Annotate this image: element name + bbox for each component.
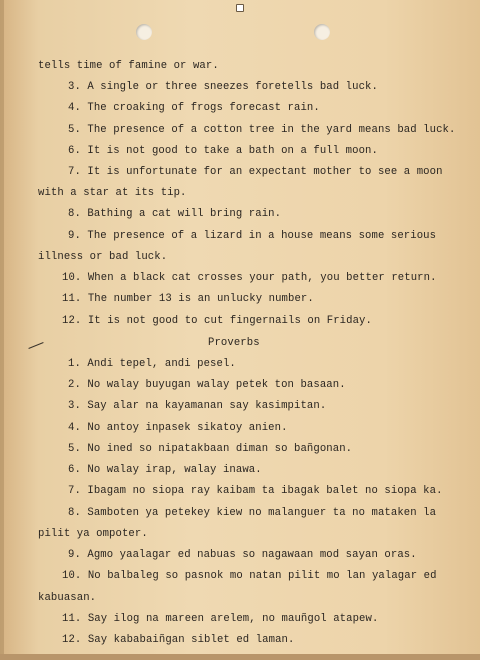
punch-hole-left: [136, 24, 152, 40]
margin-pencil-mark: [28, 342, 43, 349]
text-line: 12. It is not good to cut fingernails on Friday.: [62, 315, 372, 327]
page-bottom-edge: [0, 654, 480, 660]
text-line: 6. No walay irap, walay inawa.: [68, 464, 262, 476]
text-line: 9. The presence of a lizard in a house means some serious: [68, 230, 437, 242]
text-line: kabuasan.: [38, 592, 97, 604]
text-line: 4. No antoy inpasek sikatoy anien.: [68, 422, 288, 434]
text-line: illness or bad luck.: [38, 251, 168, 263]
text-line: tells time of famine or war.: [38, 60, 219, 72]
text-line: 7. It is unfortunate for an expectant mother to see a moon: [68, 166, 443, 178]
text-line: with a star at its tip.: [38, 187, 187, 199]
text-line: 5. No ined so nipatakbaan diman so bañgonan.: [68, 443, 353, 455]
text-line: 7. Ibagam no siopa ray kaibam ta ibagak balet no siopa ka.: [68, 485, 443, 497]
punch-hole-right: [314, 24, 330, 40]
text-line: 8. Bathing a cat will bring rain.: [68, 208, 282, 220]
text-line: 9. Agmo yaalagar ed nabuas so nagawaan mod sayan oras.: [68, 549, 417, 561]
text-line: 3. A single or three sneezes foretells bad luck.: [68, 81, 378, 93]
page-corner-marker: [236, 4, 244, 12]
text-line: 10. When a black cat crosses your path, you better return.: [62, 272, 437, 284]
text-line: 5. The presence of a cotton tree in the yard means bad luck.: [68, 124, 456, 136]
text-line: 8. Samboten ya petekey kiew no malanguer ta no mataken la: [68, 507, 437, 519]
text-line: 12. Say kababaiñgan siblet ed laman.: [62, 634, 295, 646]
text-line: 11. The number 13 is an unlucky number.: [62, 293, 314, 305]
page-edge-shadow: [0, 0, 4, 660]
text-line: 3. Say alar na kayamanan say kasimpitan.: [68, 400, 327, 412]
text-line: 4. The croaking of frogs forecast rain.: [68, 102, 320, 114]
text-line: 2. No walay buyugan walay petek ton basaan.: [68, 379, 346, 391]
text-line: 10. No balbaleg so pasnok mo natan pilit mo lan yalagar ed: [62, 570, 437, 582]
text-line: 1. Andi tepel, andi pesel.: [68, 358, 236, 370]
text-line: 11. Say ilog na mareen arelem, no mauñgol atapew.: [62, 613, 379, 625]
section-heading: Proverbs: [208, 337, 260, 349]
text-line: pilit ya ompoter.: [38, 528, 148, 540]
text-line: 6. It is not good to take a bath on a full moon.: [68, 145, 378, 157]
